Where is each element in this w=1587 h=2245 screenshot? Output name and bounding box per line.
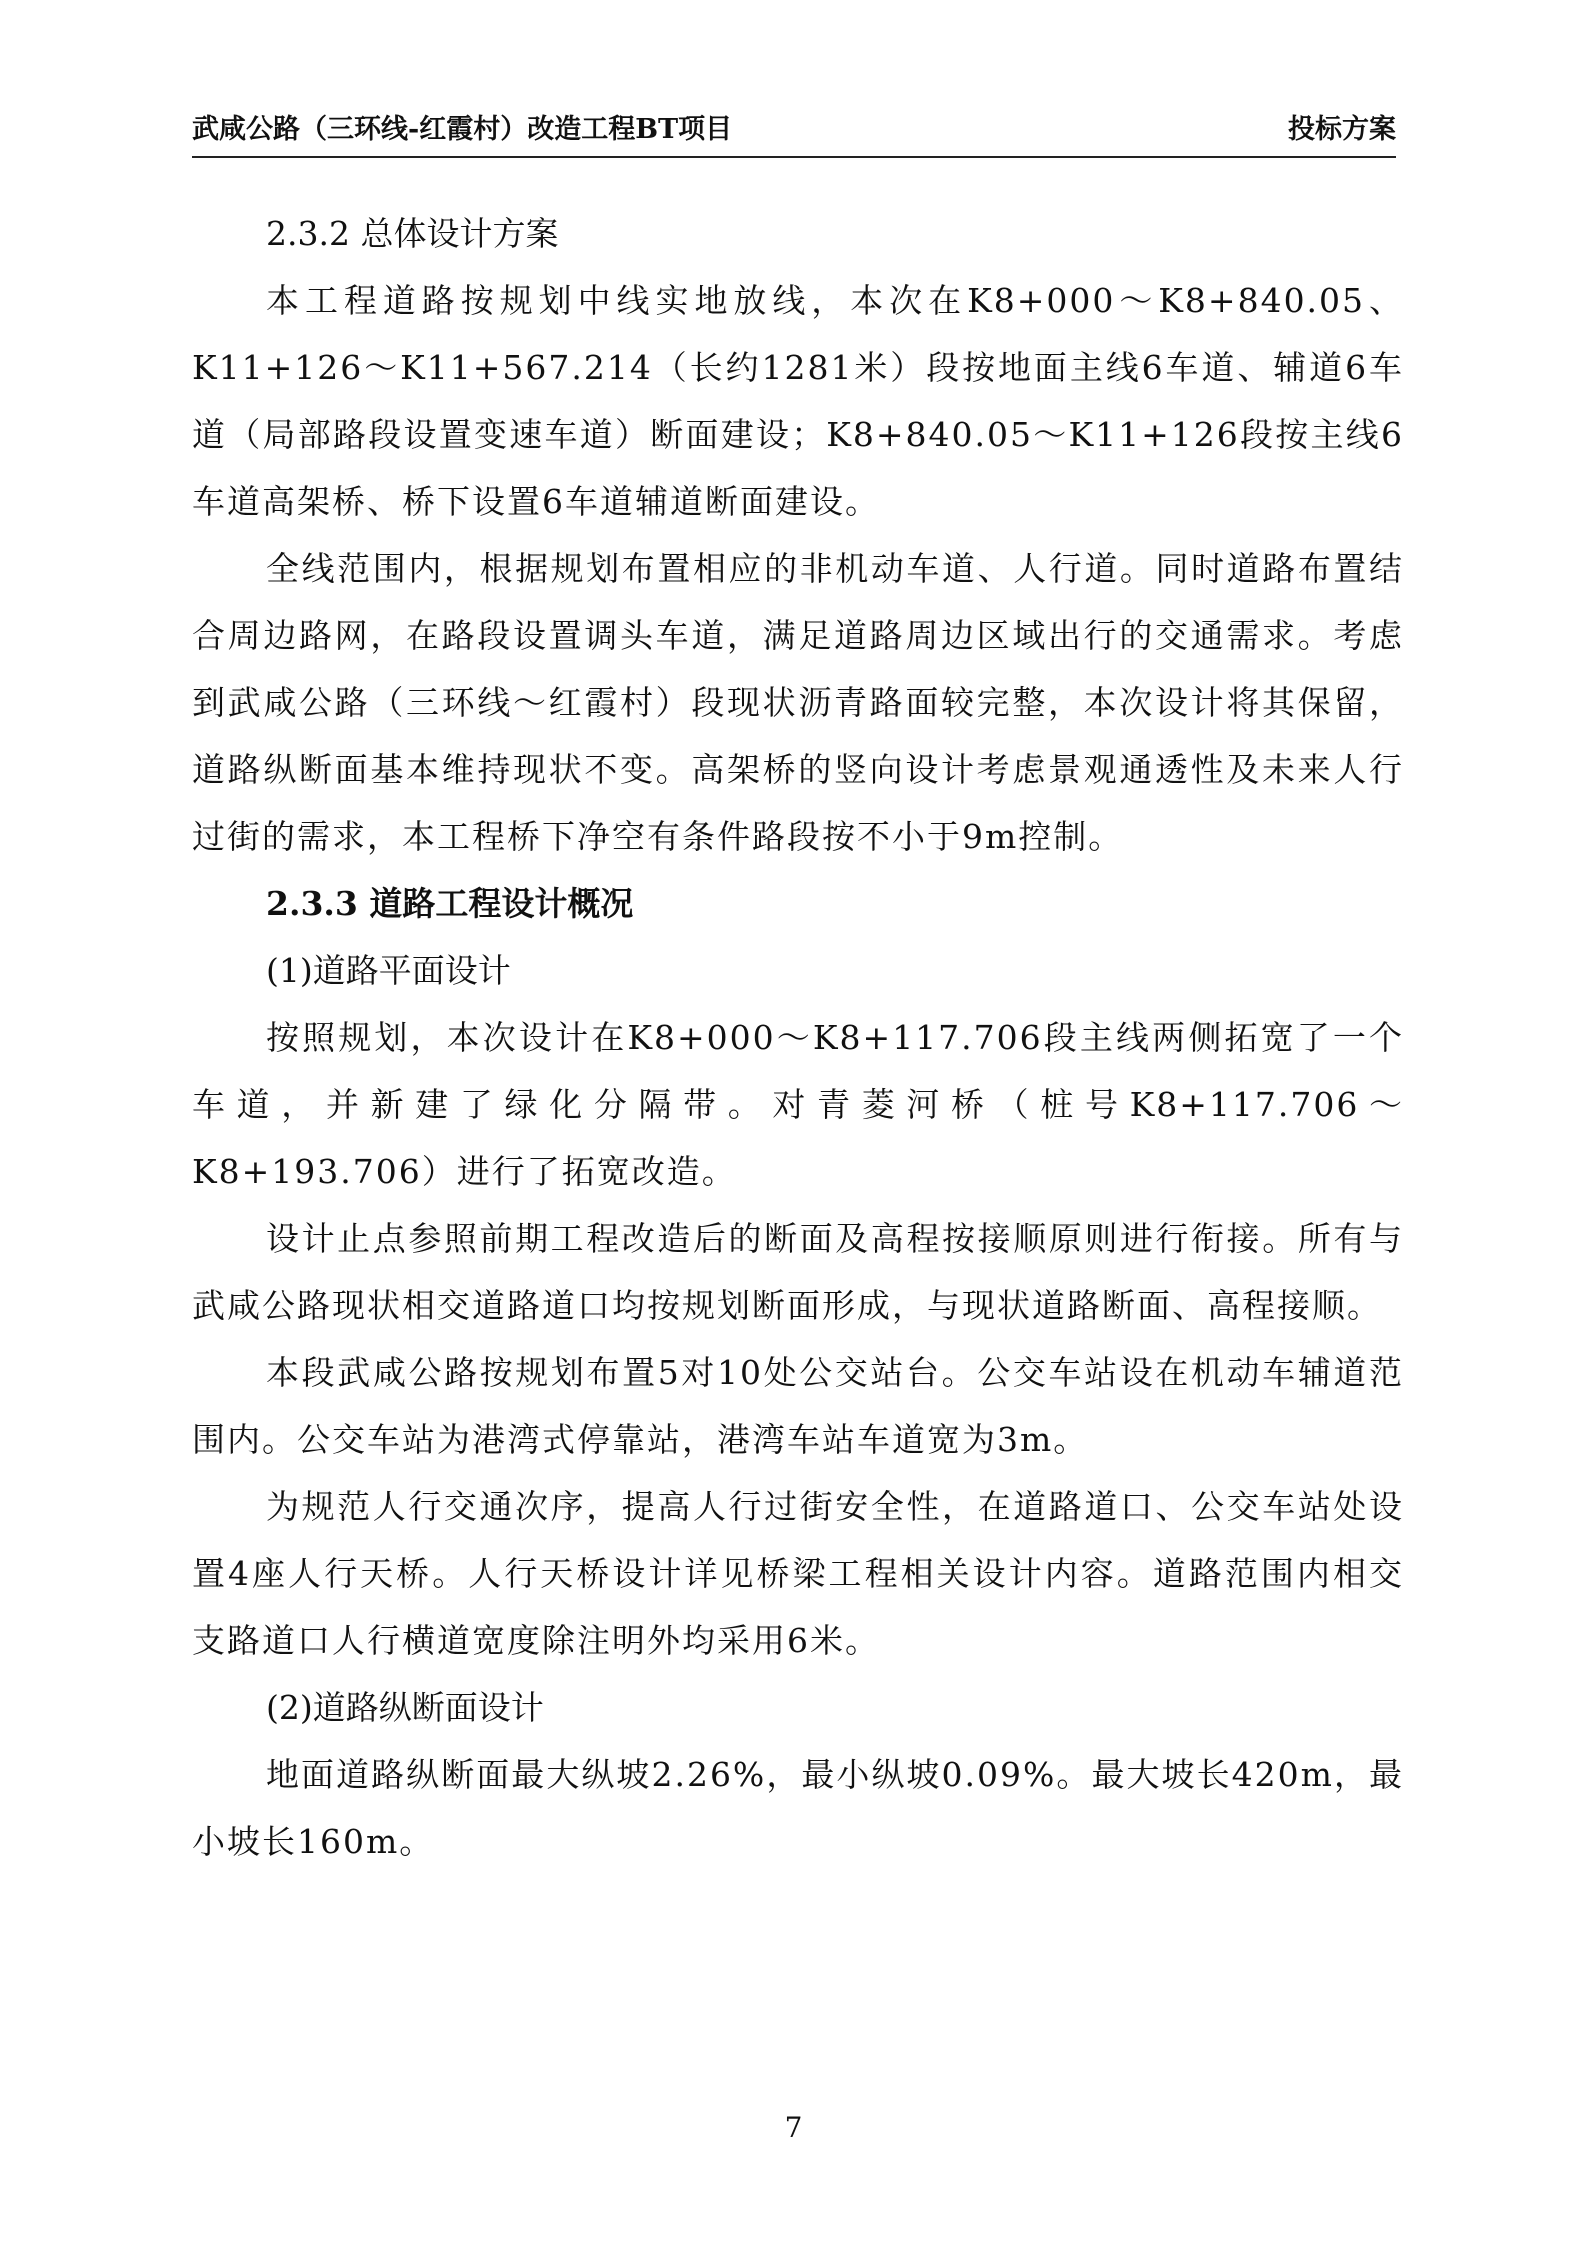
- paragraph: 本工程道路按规划中线实地放线，本次在K8+000～K8+840.05、K11+126～K11+567.214（长约1281米）段按地面主线6车道、辅道6车道（局部路段设置变速车道）断面建设；K8+840.05～K11+126段按主线6车道高架桥、桥下设置6车道辅道断面建设。: [192, 281, 1404, 521]
- page-number: 7: [784, 2111, 803, 2144]
- section-heading-2-3-3: 2.3.3 道路工程设计概况: [266, 884, 634, 923]
- subsection-heading-plan-design: (1)道路平面设计: [266, 951, 511, 990]
- paragraph: 地面道路纵断面最大纵坡2.26%，最小纵坡0.09%。最大坡长420m，最小坡长160m。: [192, 1755, 1404, 1861]
- paragraph: 本段武咸公路按规划布置5对10处公交站台。公交车站设在机动车辅道范围内。公交车站为港湾式停靠站，港湾车站车道宽为3m。: [192, 1353, 1404, 1459]
- document-body: [192, 200, 1404, 1875]
- header-document-type: 投标方案: [1288, 114, 1396, 145]
- section-heading-2-3-2: 2.3.2 总体设计方案: [266, 214, 559, 253]
- header-project-title: 武咸公路（三环线-红霞村）改造工程BT项目: [192, 114, 733, 145]
- paragraph: 按照规划，本次设计在K8+000～K8+117.706段主线两侧拓宽了一个车道，并新建了绿化分隔带。对青菱河桥（桩号K8+117.706～K8+193.706）进行了拓宽改造。: [192, 1018, 1404, 1191]
- paragraph: 全线范围内，根据规划布置相应的非机动车道、人行道。同时道路布置结合周边路网，在路段设置调头车道，满足道路周边区域出行的交通需求。考虑到武咸公路（三环线～红霞村）段现状沥青路面较完整，本次设计将其保留，道路纵断面基本维持现状不变。高架桥的竖向设计考虑景观通透性及未来人行过街的需求，本工程桥下净空有条件路段按不小于9m控制。: [192, 549, 1404, 856]
- paragraph: 为规范人行交通次序，提高人行过街安全性，在道路道口、公交车站处设置4座人行天桥。人行天桥设计详见桥梁工程相关设计内容。道路范围内相交支路道口人行横道宽度除注明外均采用6米。: [192, 1487, 1404, 1660]
- page-header: [192, 112, 1396, 158]
- subsection-heading-profile-design: (2)道路纵断面设计: [266, 1688, 544, 1727]
- paragraph: 设计止点参照前期工程改造后的断面及高程按接顺原则进行衔接。所有与武咸公路现状相交道路道口均按规划断面形成，与现状道路断面、高程接顺。: [192, 1219, 1404, 1325]
